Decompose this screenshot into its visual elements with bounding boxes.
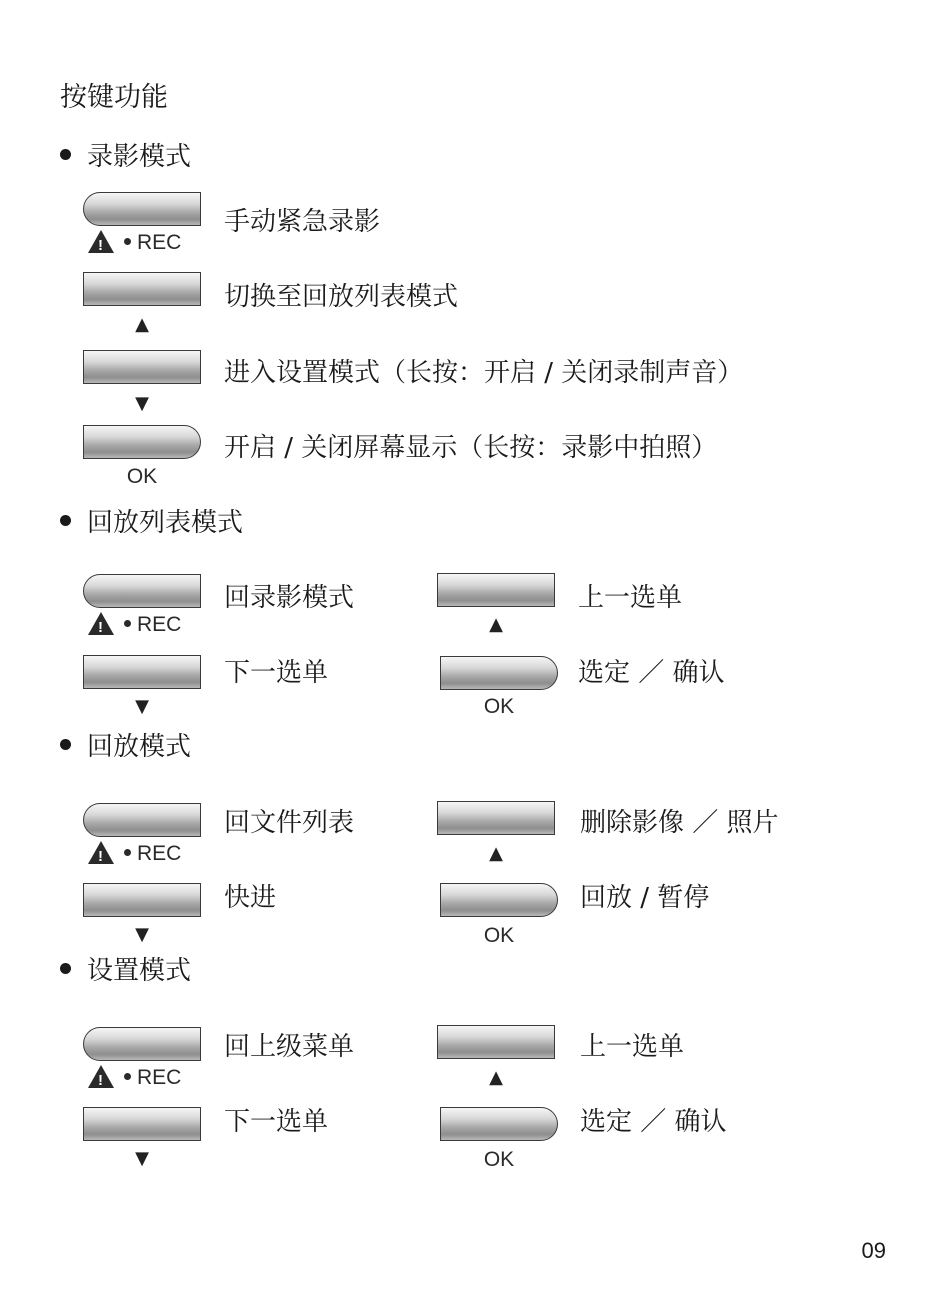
ok-button[interactable] bbox=[440, 656, 558, 690]
playback-rec-desc: 回文件列表 bbox=[224, 808, 355, 838]
down-arrow-icon: ▼ bbox=[135, 696, 149, 717]
down-button[interactable] bbox=[83, 655, 201, 689]
down-arrow-icon: ▼ bbox=[135, 1148, 149, 1169]
rec-caption bbox=[88, 1066, 181, 1090]
section-settings-heading bbox=[60, 953, 191, 989]
section-record-title: 录影模式 bbox=[87, 142, 192, 172]
record-rec-desc: 手动紧急录影 bbox=[224, 207, 381, 237]
up-button[interactable] bbox=[83, 272, 201, 306]
ok-button[interactable] bbox=[440, 1107, 558, 1141]
down-button[interactable] bbox=[83, 1107, 201, 1141]
bullet-icon bbox=[124, 238, 131, 245]
rec-caption-text: REC bbox=[137, 842, 182, 865]
rec-caption bbox=[88, 842, 181, 866]
bullet-dot bbox=[60, 149, 71, 160]
rec-caption-text: REC bbox=[137, 613, 182, 636]
section-record-heading bbox=[60, 139, 191, 175]
settings-ok-desc: 选定 ／ 确认 bbox=[580, 1107, 727, 1137]
ok-caption: OK bbox=[126, 465, 158, 488]
ok-caption: OK bbox=[483, 1148, 515, 1171]
section-playlist-heading bbox=[60, 505, 243, 541]
bullet-dot bbox=[60, 963, 71, 974]
warning-icon bbox=[88, 230, 114, 253]
playlist-rec-desc: 回录影模式 bbox=[224, 583, 355, 613]
up-button[interactable] bbox=[437, 1025, 555, 1059]
record-ok-desc: 开启 / 关闭屏幕显示（长按：录影中拍照） bbox=[224, 433, 718, 463]
record-up-desc: 切换至回放列表模式 bbox=[224, 282, 459, 312]
up-arrow-icon: ▲ bbox=[135, 314, 149, 335]
rec-button[interactable] bbox=[83, 574, 201, 608]
record-down-desc: 进入设置模式（长按：开启 / 关闭录制声音） bbox=[224, 358, 744, 388]
ok-caption: OK bbox=[483, 924, 515, 947]
rec-caption bbox=[88, 613, 181, 637]
up-arrow-icon: ▲ bbox=[489, 843, 503, 864]
page-title: 按键功能 bbox=[60, 82, 168, 113]
section-playback-title: 回放模式 bbox=[87, 732, 192, 762]
warning-icon bbox=[88, 841, 114, 864]
warning-icon bbox=[88, 1065, 114, 1088]
ok-button[interactable] bbox=[440, 883, 558, 917]
ok-caption: OK bbox=[483, 695, 515, 718]
bullet-icon bbox=[124, 620, 131, 627]
up-button[interactable] bbox=[437, 801, 555, 835]
down-button[interactable] bbox=[83, 883, 201, 917]
warning-icon bbox=[88, 612, 114, 635]
playback-up-desc: 删除影像 ／ 照片 bbox=[580, 808, 779, 838]
section-playback-heading bbox=[60, 729, 191, 765]
down-arrow-icon: ▼ bbox=[135, 924, 149, 945]
bullet-icon bbox=[124, 1073, 131, 1080]
playback-ok-desc: 回放 / 暂停 bbox=[580, 883, 710, 913]
bullet-icon bbox=[124, 849, 131, 856]
bullet-dot bbox=[60, 739, 71, 750]
section-settings-title: 设置模式 bbox=[87, 956, 192, 986]
down-button[interactable] bbox=[83, 350, 201, 384]
settings-rec-desc: 回上级菜单 bbox=[224, 1032, 355, 1062]
rec-button[interactable] bbox=[83, 803, 201, 837]
ok-button[interactable] bbox=[83, 425, 201, 459]
up-arrow-icon: ▲ bbox=[489, 1067, 503, 1088]
down-arrow-icon: ▼ bbox=[135, 393, 149, 414]
rec-caption bbox=[88, 231, 181, 255]
rec-caption-text: REC bbox=[137, 231, 182, 254]
playlist-up-desc: 上一选单 bbox=[578, 583, 683, 613]
rec-button[interactable] bbox=[83, 1027, 201, 1061]
page-number: 09 bbox=[861, 1238, 886, 1263]
up-arrow-icon: ▲ bbox=[489, 614, 503, 635]
settings-down-desc: 下一选单 bbox=[224, 1107, 329, 1137]
playlist-ok-desc: 选定 ／ 确认 bbox=[578, 658, 725, 688]
rec-button[interactable] bbox=[83, 192, 201, 226]
playback-down-desc: 快进 bbox=[224, 883, 277, 913]
settings-up-desc: 上一选单 bbox=[580, 1032, 685, 1062]
playlist-down-desc: 下一选单 bbox=[224, 658, 329, 688]
rec-caption-text: REC bbox=[137, 1066, 182, 1089]
section-playlist-title: 回放列表模式 bbox=[87, 508, 244, 538]
up-button[interactable] bbox=[437, 573, 555, 607]
bullet-dot bbox=[60, 515, 71, 526]
